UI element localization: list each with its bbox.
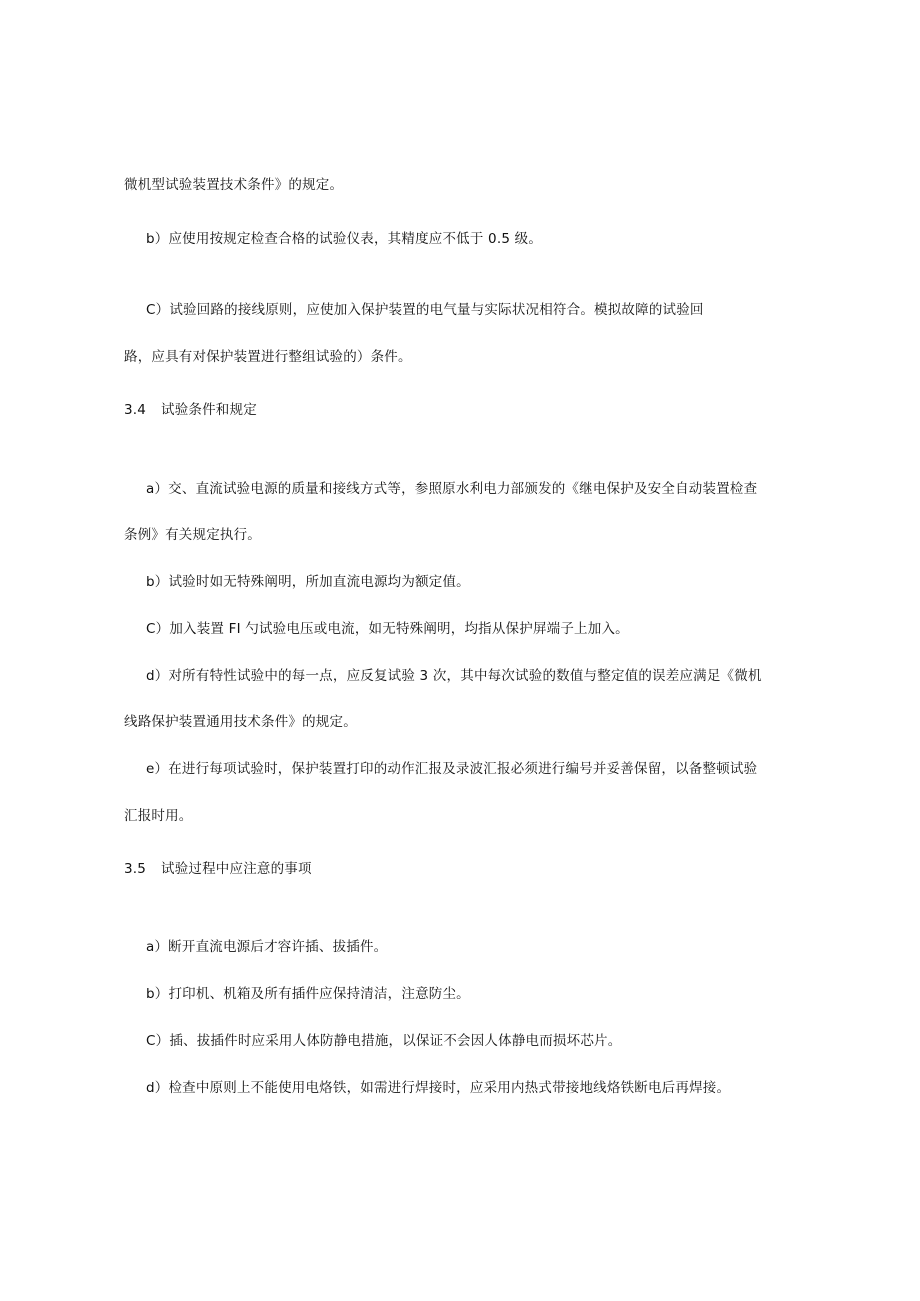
section-number: 3.5	[124, 861, 147, 877]
item-b-rated-value: b）试验时如无特殊阐明，所加直流电源均为额定值。	[146, 574, 470, 590]
section-number: 3.4	[124, 402, 147, 418]
item-c-wiring-line2: 路，应具有对保护装置进行整组试验的）条件。	[124, 349, 412, 365]
section-title: 试验过程中应注意的事项	[161, 861, 312, 877]
item-b-cleanliness: b）打印机、机箱及所有插件应保持清洁，注意防尘。	[146, 986, 470, 1002]
item-d-repeat-tests-line1: d）对所有特性试验中的每一点，应反复试验 3 次，其中每次试验的数值与整定值的误差应满足《微机	[146, 668, 762, 684]
item-b-instruments: b）应使用按规定检查合格的试验仪表，其精度应不低于 0.5 级。	[146, 231, 543, 247]
item-a-power-line1: a）交、直流试验电源的质量和接线方式等，参照原水利电力部颁发的《继电保护及安全自动装置检查	[146, 481, 758, 497]
item-e-reports-line1: e）在进行每项试验时，保护装置打印的动作汇报及录波汇报必须进行编号并妥善保留，以备整顿试验	[146, 761, 758, 777]
item-a-power-line2: 条例》有关规定执行。	[124, 527, 261, 543]
continuation-line: 微机型试验装置技术条件》的规定。	[124, 177, 344, 193]
section-heading-3-4	[124, 401, 257, 419]
item-d-repeat-tests-line2: 线路保护装置通用技术条件》的规定。	[124, 714, 357, 730]
item-c-antistatic: C）插、拔插件时应采用人体防静电措施，以保证不会因人体静电而损坏芯片。	[146, 1033, 622, 1049]
item-e-reports-line2: 汇报时用。	[124, 808, 193, 824]
item-d-soldering: d）检查中原则上不能使用电烙铁，如需进行焊接时，应采用内热式带接地线烙铁断电后再焊接。	[146, 1080, 731, 1096]
item-a-dc-power-off: a）断开直流电源后才容许插、拔插件。	[146, 939, 388, 955]
item-c-wiring-line1: C）试验回路的接线原则，应使加入保护装置的电气量与实际状况相符合。模拟故障的试验回	[146, 302, 704, 318]
item-c-voltage-current: C）加入装置 FI 勺试验电压或电流，如无特殊阐明，均指从保护屏端子上加入。	[146, 621, 629, 637]
section-title: 试验条件和规定	[161, 402, 257, 418]
section-heading-3-5	[124, 860, 312, 878]
